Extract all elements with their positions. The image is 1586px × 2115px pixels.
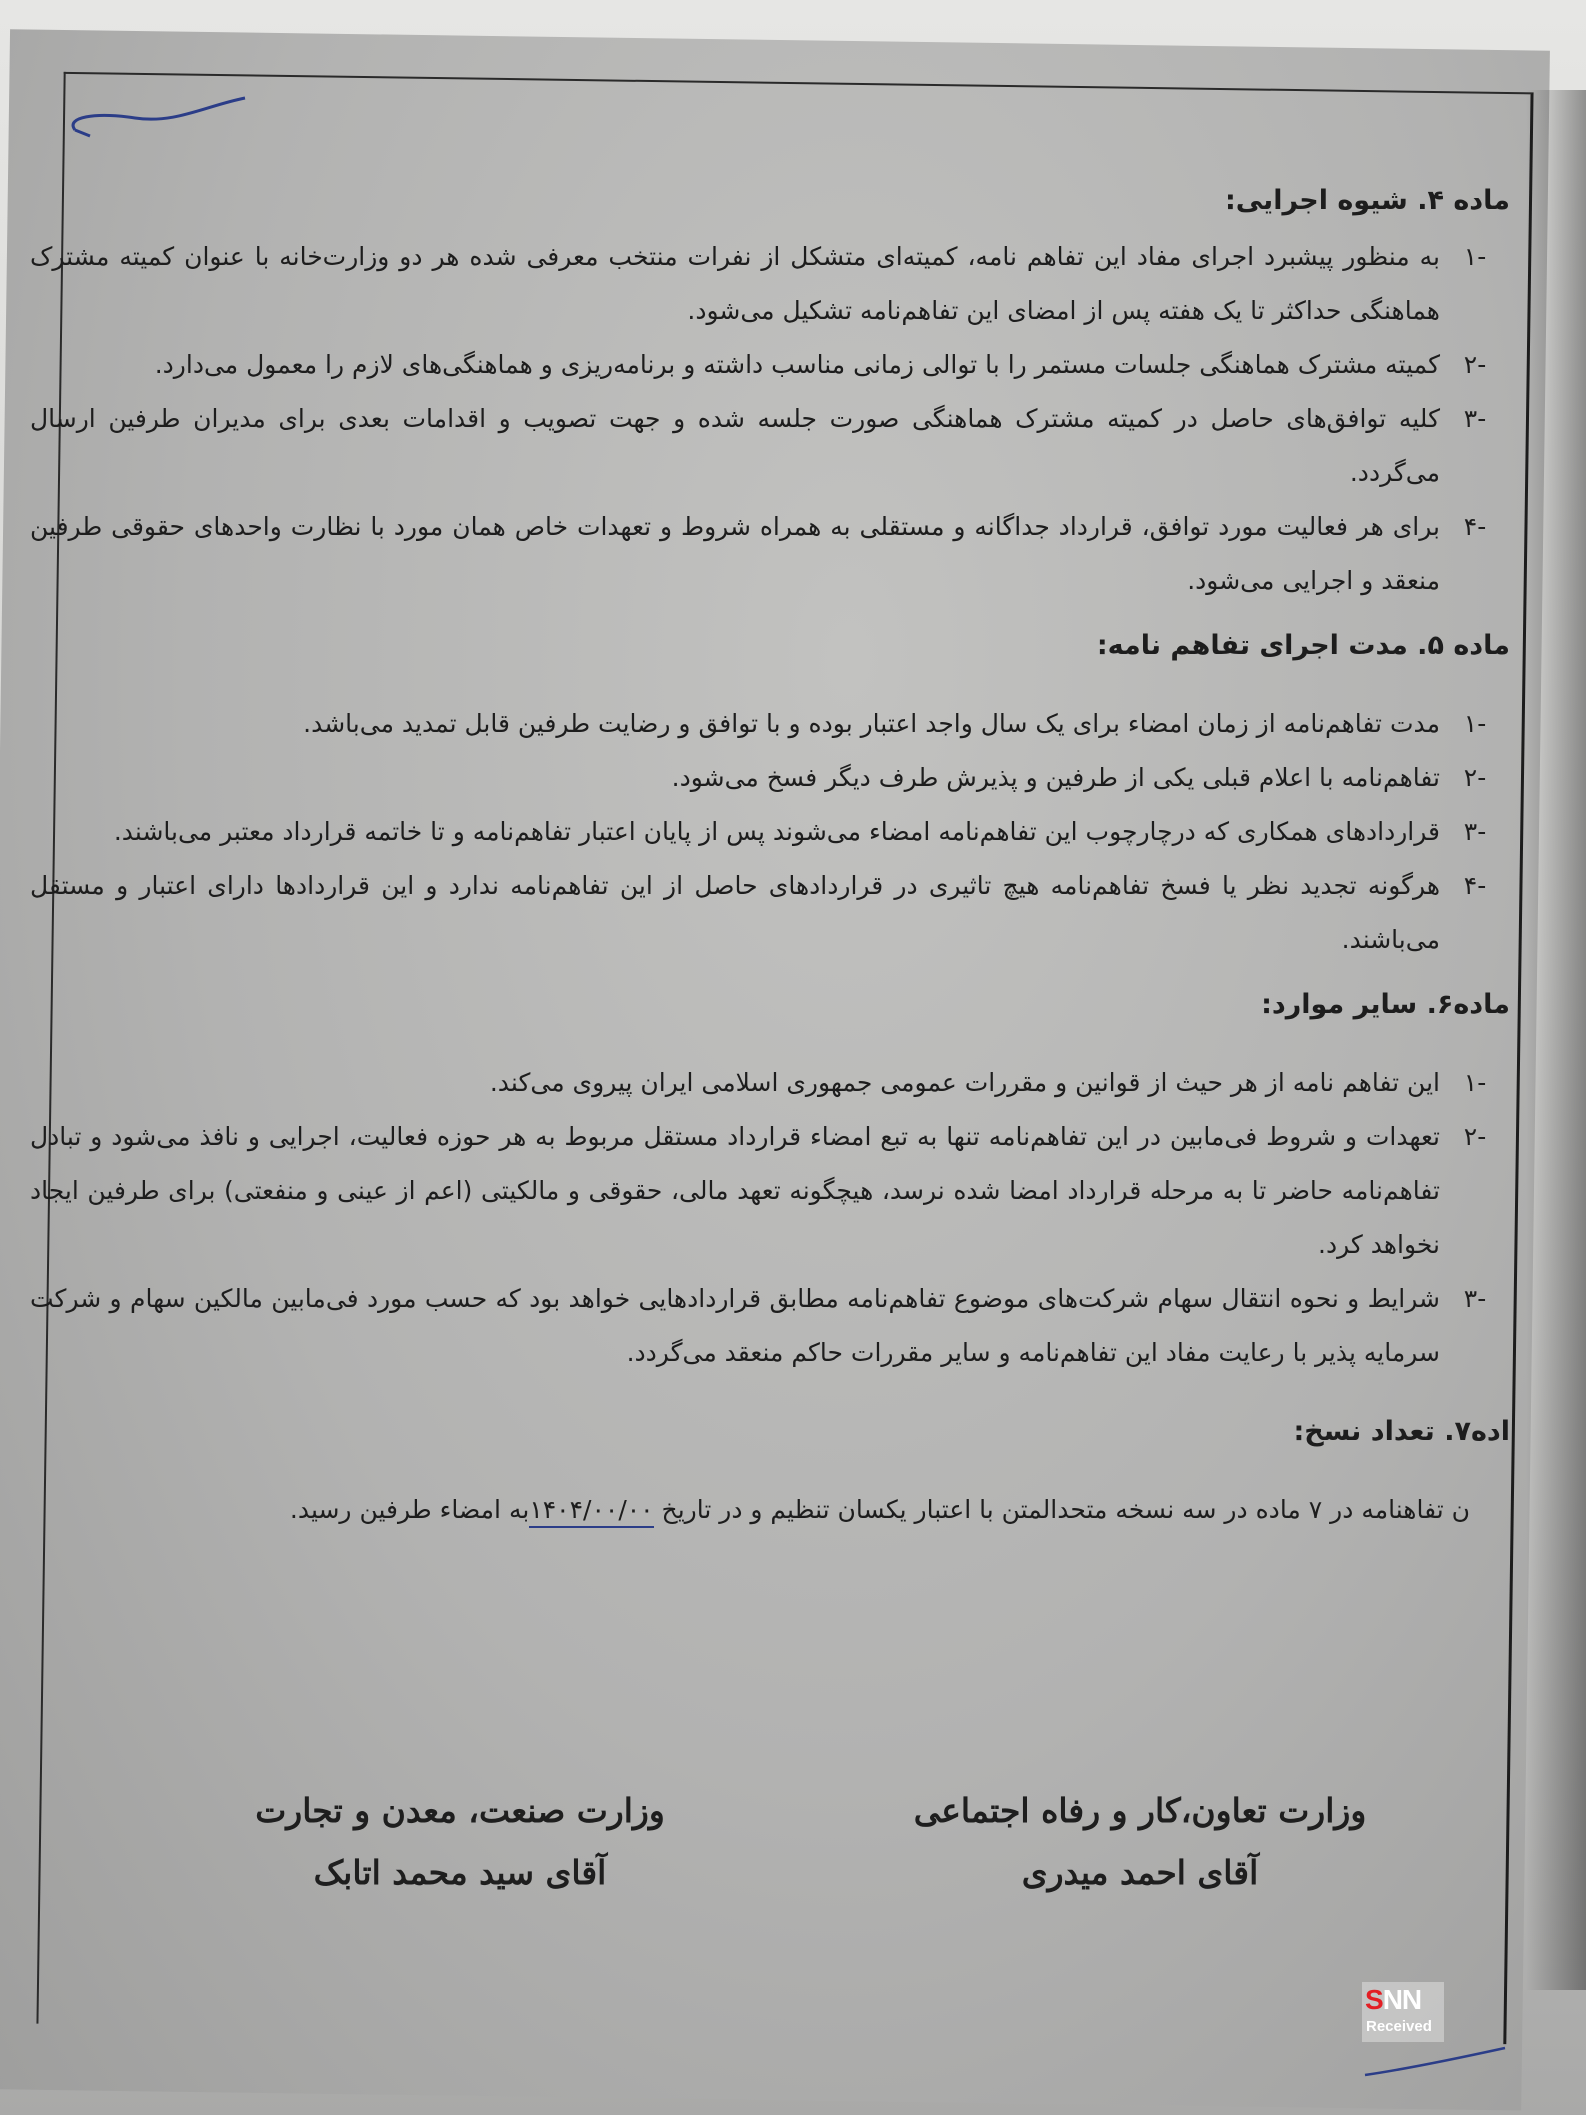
item-number: -۴ <box>1463 512 1487 541</box>
item-text: برای هر فعالیت مورد توافق، قرارداد جداگانه و مستقلی به همراه شروط و تعهدات خاص همان مورد با نظارت واحدهای حقوقی طرفین منعقد و اجرایی می‌شود. <box>30 512 1440 595</box>
item-text: کمیته مشترک هماهنگی جلسات مستمر را با توالی زمانی مناسب داشته و برنامه‌ریزی و هماهنگی‌های لازم را معمول می‌دارد. <box>154 350 1440 379</box>
snn-caption: Received <box>1366 2018 1432 2035</box>
document-body <box>30 185 1510 1537</box>
article-4-item-4 <box>30 500 1510 608</box>
snn-watermark <box>1362 1982 1444 2042</box>
item-text: مدت تفاهم‌نامه از زمان امضاء برای یک سال واجد اعتبار بوده و با توافق و رضایت طرفین قابل تمدید می‌باشد. <box>303 709 1440 738</box>
item-text: کلیه توافق‌های حاصل در کمیته مشترک هماهنگی صورت جلسه شده و جهت تصویب و اقدامات بعدی برای مدیران طرفین ارسال می‌گردد. <box>30 404 1440 487</box>
pen-scribble-top <box>55 92 255 152</box>
signing-date: ۱۴۰۴/۰۰/۰۰ <box>529 1495 653 1528</box>
item-number: -۲ <box>1463 1122 1487 1151</box>
article-6-heading: ماده۶. سایر موارد: <box>1261 989 1510 1020</box>
item-text: این تفاهم نامه از هر حیث از قوانین و مقررات عمومی جمهوری اسلامی ایران پیروی می‌کند. <box>489 1068 1440 1097</box>
item-number: -۴ <box>1463 871 1487 900</box>
snn-logo-text: NN <box>1382 1984 1422 2015</box>
article-4-item-2 <box>30 338 1510 392</box>
item-number: -۲ <box>1463 763 1487 792</box>
article-6-item-3 <box>30 1272 1510 1380</box>
article-4-item-3 <box>30 392 1510 500</box>
article-7-heading: اده۷. تعداد نسخ: <box>1293 1416 1510 1447</box>
signatory-name: آقای احمد میدری <box>1021 1853 1259 1892</box>
article-4-item-1 <box>30 230 1510 338</box>
item-text: به منظور پیشبرد اجرای مفاد این تفاهم نامه، کمیته‌ای متشکل از نفرات منتخب معرفی شده هر دو وزارت‌خانه با عنوان کمیته مشترک هماهنگی حداکثر تا یک هفته پس از امضای این تفاهم‌نامه تشکیل می‌شود. <box>30 242 1440 325</box>
article-5-item-4 <box>30 859 1510 967</box>
item-number: -۳ <box>1463 817 1487 846</box>
closing-text-end: به امضاء طرفین رسید. <box>289 1495 530 1524</box>
article-6-item-2 <box>30 1110 1510 1272</box>
item-text: قراردادهای همکاری که درچارچوب این تفاهم‌نامه امضاء می‌شوند پس از پایان اعتبار تفاهم‌نامه و تا خاتمه قرارداد معتبر می‌باشند. <box>113 817 1440 846</box>
closing-sentence <box>30 1483 1510 1537</box>
signatory-labour-ministry <box>880 1780 1400 1904</box>
item-text: تعهدات و شروط فی‌مابین در این تفاهم‌نامه تنها به تبع امضاء قرارداد مستقل مربوط به هر حوزه فعالیت، اجرایی و نافذ می‌شود و تبادل تفاهم‌نامه حاضر تا به مرحله قرارداد امضا شده نرسد، هیچگونه تعهد مالی، حقوقی و مالکیتی (اعم از عینی و منفعتی) برای طرفین ایجاد نخواهد کرد. <box>30 1122 1440 1259</box>
article-5-heading: ماده ۵. مدت اجرای تفاهم نامه: <box>1096 630 1510 661</box>
signature-block <box>200 1780 1400 1960</box>
article-5-item-1 <box>30 697 1510 751</box>
item-text: شرایط و نحوه انتقال سهام شرکت‌های موضوع تفاهم‌نامه مطابق قراردادهایی خواهد بود که حسب مورد فی‌مابین مالکین سهام و شرکت سرمایه پذیر با رعایت مفاد این تفاهم‌نامه و سایر مقررات حاکم منعقد می‌گردد. <box>30 1284 1440 1367</box>
closing-text-start: ن تفاهنامه در ۷ ماده در سه نسخه متحدالمتن با اعتبار یکسان تنظیم و در تاریخ <box>653 1495 1470 1524</box>
article-6-item-1 <box>30 1056 1510 1110</box>
signatory-name: آقای سید محمد اتابک <box>313 1853 607 1892</box>
item-number: -۲ <box>1463 350 1487 379</box>
item-number: -۱ <box>1463 242 1487 271</box>
item-number: -۳ <box>1463 1284 1487 1313</box>
page-edge-shadow <box>1526 90 1586 1990</box>
signatory-industry-ministry <box>200 1780 720 1904</box>
item-number: -۱ <box>1463 709 1487 738</box>
snn-logo: SNN <box>1365 1984 1422 2015</box>
signatory-org: وزارت صنعت، معدن و تجارت <box>255 1791 665 1830</box>
pen-scribble-bottom <box>1360 2040 1510 2090</box>
item-number: -۳ <box>1463 404 1487 433</box>
item-number: -۱ <box>1463 1068 1487 1097</box>
signatory-org: وزارت تعاون،کار و رفاه اجتماعی <box>913 1791 1367 1830</box>
item-text: تفاهم‌نامه با اعلام قبلی یکی از طرفین و پذیرش طرف دیگر فسخ می‌شود. <box>671 763 1440 792</box>
item-text: هرگونه تجدید نظر یا فسخ تفاهم‌نامه هیچ تاثیری در قراردادهای حاصل از این تفاهم‌نامه ندارد و این قراردادها دارای اعتبار و مستقل می‌باشند. <box>30 871 1440 954</box>
article-5-item-3 <box>30 805 1510 859</box>
article-5-item-2 <box>30 751 1510 805</box>
article-4-heading: ماده ۴. شیوه اجرایی: <box>1224 185 1510 216</box>
